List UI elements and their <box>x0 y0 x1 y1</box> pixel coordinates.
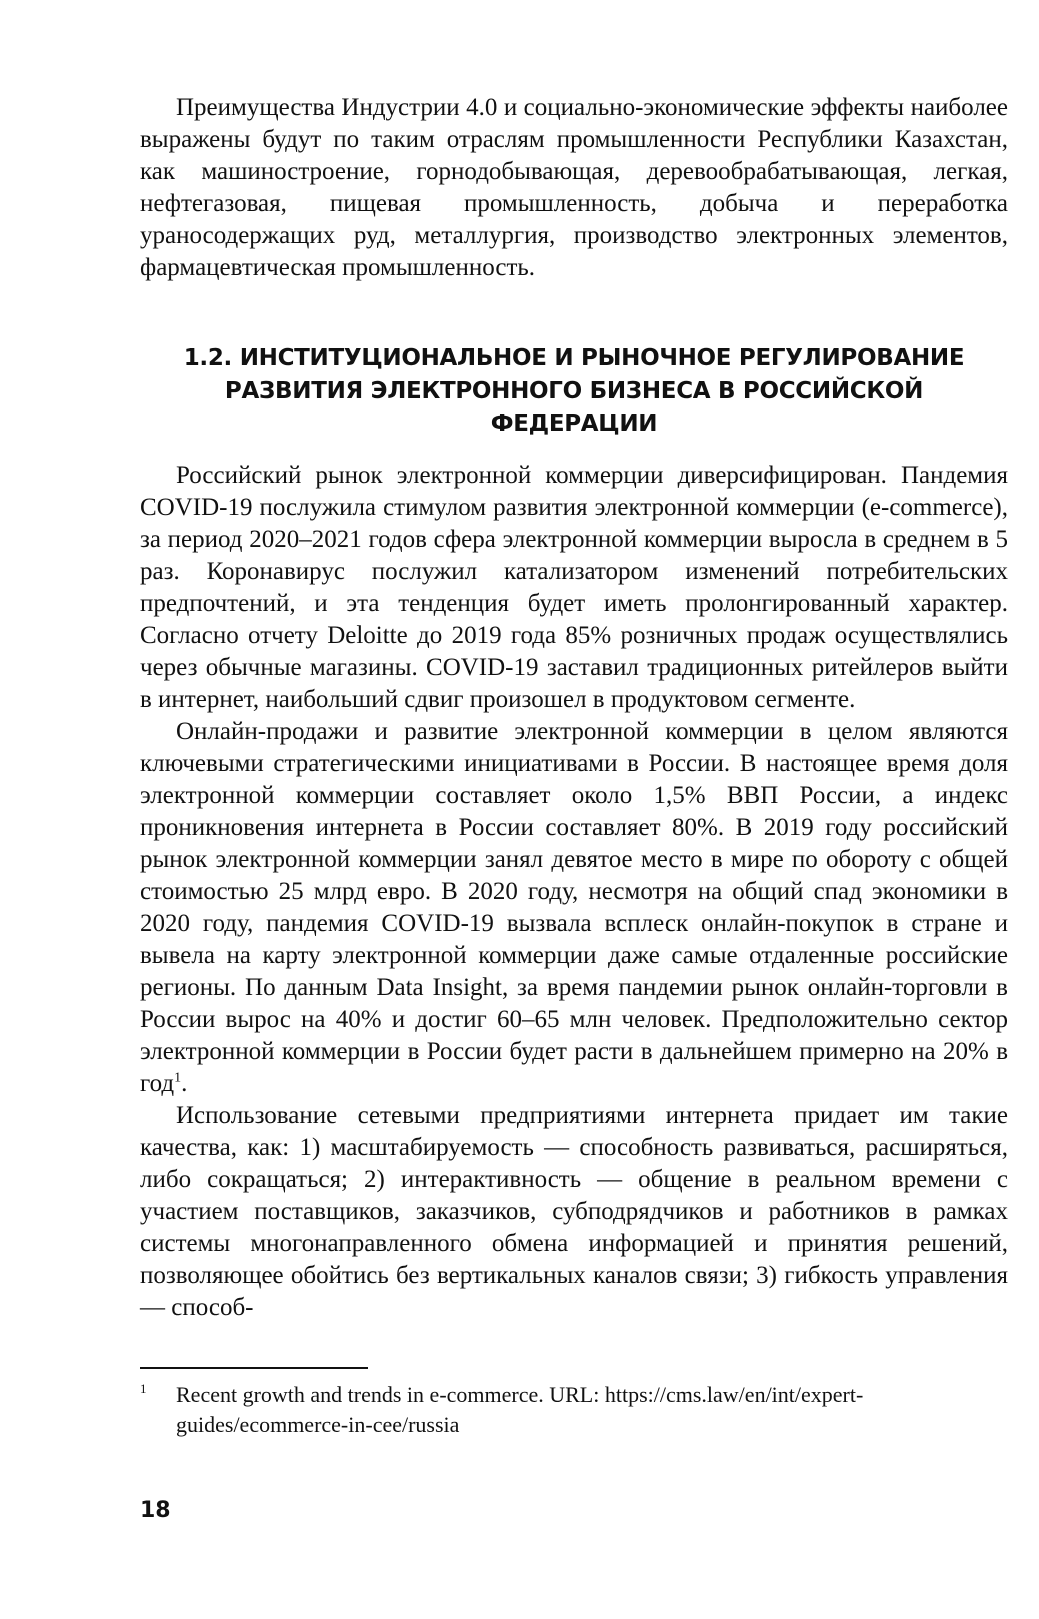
paragraph-2-end: . <box>181 1070 188 1097</box>
footnote-divider <box>140 1367 368 1369</box>
intro-paragraph: Преимущества Индустрии 4.0 и социально-экономические эффекты наиболее выражены будут по таким отраслям промышленности Республики Казахстан, как машиностроение, горнодобывающая, деревообрабатывающая, легкая, нефтегазовая, пищевая промышленность, добыча и переработка ураносодержащих руд, металлургия, производство электронных элементов, фармацевтическая промышленность. <box>140 94 1008 281</box>
paragraph-2-text: Онлайн-продажи и развитие электронной коммерции в целом являются ключевыми стратегическими инициативами в России. В настоящее время доля электронной коммерции составляет около 1,5% ВВП России, а индекс проникновения интернета в России составляет 80%. В 2019 году российский рынок электронной коммерции занял девятое место в мире по обороту с общей стоимостью 25 млрд евро. В 2020 году, несмотря на общий спад экономики в 2020 году, пандемия COVID-19 вызвала всплеск онлайн-покупок в стране и вывела на карту электронной коммерции даже самые отдаленные российские регионы. По данным Data Insight, за время пандемии рынок онлайн-торговли в России вырос на 40% и достиг 60–65 млн человек. Предположительно сектор электронной коммерции в России будет расти в дальнейшем примерно на 20% в год <box>140 718 1008 1097</box>
footnote-reference[interactable]: 1 <box>174 1070 182 1086</box>
paragraph-3: Использование сетевыми предприятиями интернета придает им такие качества, как: 1) масштабируемость — способность развиваться, расширяться, либо сокращаться; 2) интерактивность — общение в реальном времени с участием поставщиков, заказчиков, субподрядчиков и работников в рамках системы многонаправленного обмена информацией и принятия решений, позволяющее обойтись без вертикальных каналов связи; 3) гибкость управления — способ- <box>140 1102 1008 1321</box>
section-body <box>140 460 1008 1324</box>
footnote-text[interactable]: Recent growth and trends in e-commerce. URL: https://cms.law/en/int/expert-guides/ecommerce-in-cee/russia <box>176 1382 864 1437</box>
page-number: 18 <box>140 1498 171 1523</box>
footnote-marker: 1 <box>140 1381 147 1396</box>
intro-text <box>140 92 1008 284</box>
paragraph-1: Российский рынок электронной коммерции диверсифицирован. Пандемия COVID-19 послужила стимулом развития электронной коммерции (e-commerce), за период 2020–2021 годов сфера электронной коммерции выросла в среднем в 5 раз. Коронавирус послужил катализатором изменений потребительских предпочтений, и эта тенденция будет иметь пролонгированный характер. Согласно отчету Deloitte до 2019 года 85% розничных продаж осуществлялись через обычные магазины. COVID-19 заставил традиционных ритейлеров выйти в интернет, наибольший сдвиг произошел в продуктовом сегменте. <box>140 462 1008 713</box>
section-heading: 1.2. ИНСТИТУЦИОНАЛЬНОЕ И РЫНОЧНОЕ РЕГУЛИРОВАНИЕ РАЗВИТИЯ ЭЛЕКТРОННОГО БИЗНЕСА В РОССИЙСКОЙ ФЕДЕРАЦИИ <box>183 345 965 437</box>
footnote <box>140 1380 1008 1440</box>
paragraph-2 <box>140 716 1008 1100</box>
